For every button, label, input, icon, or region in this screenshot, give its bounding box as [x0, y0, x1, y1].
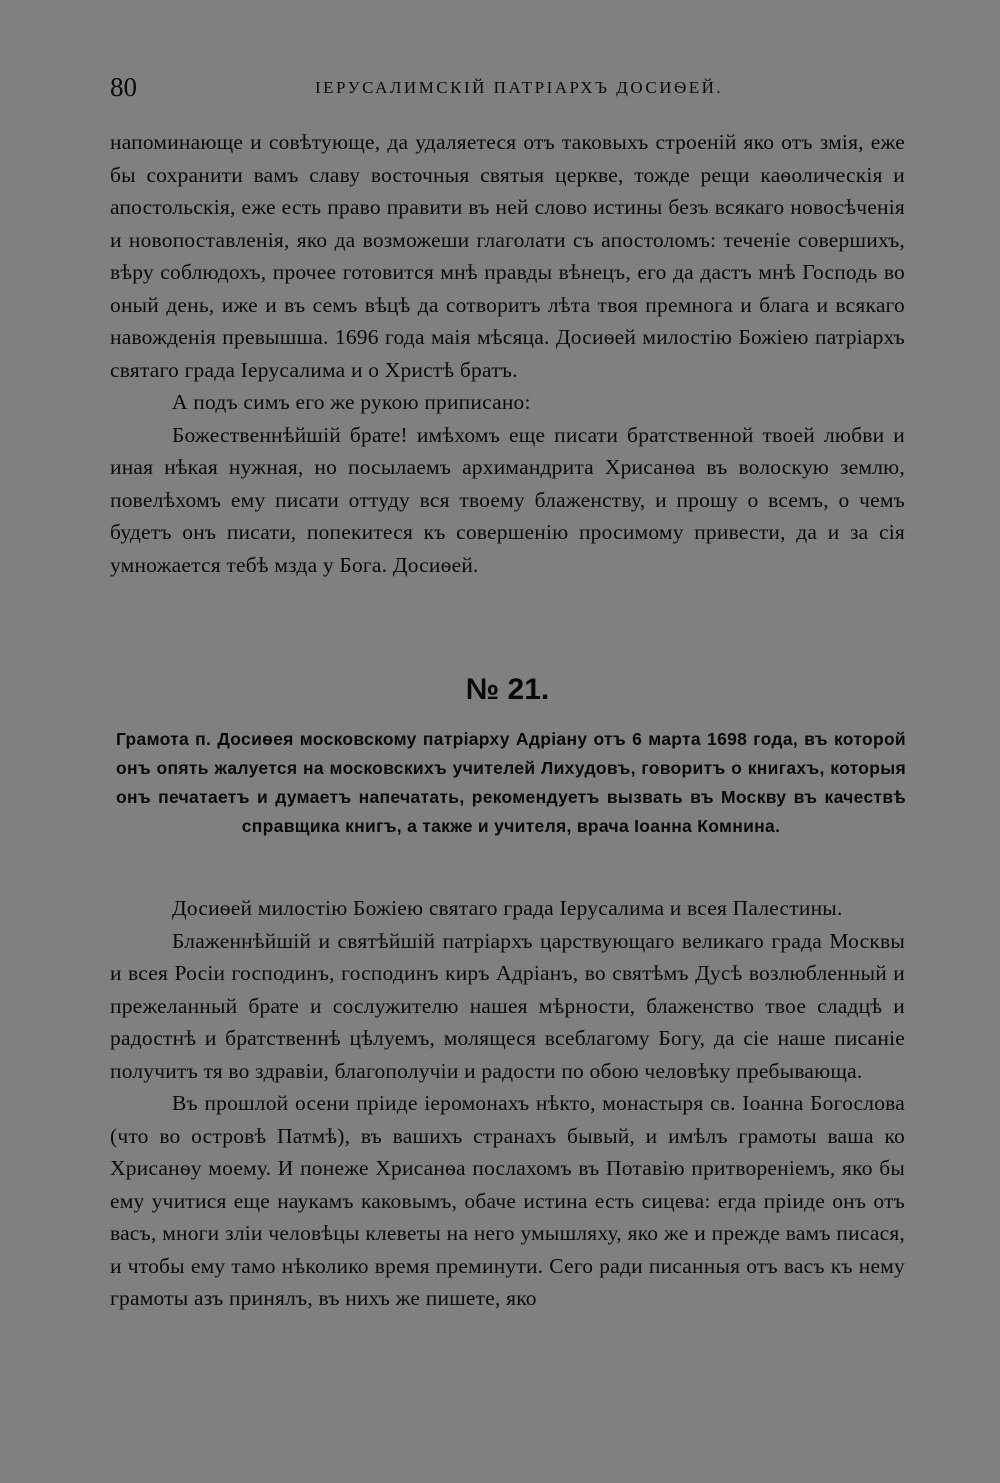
letter-paragraph: Блаженнѣйшій и святѣйшій патріархъ царствующаго великаго града Москвы и всея Росіи господинъ, господинъ киръ Адріанъ, во святѣмъ Дусѣ возлюбленный и прежеланный брате и сослужителю нашея мѣрности, блаженство твое сладцѣ и радостнѣ и братственнѣ цѣлуемъ, молящеся всеблагому Богу, да сіе наше писаніе получитъ тя во здравіи, благополучіи и радости по обою человѣку пребывающа. [110, 928, 905, 1083]
paragraph-postscript: Божественнѣйшій брате! имѣхомъ еще писати братственной твоей любви и иная нѣкая нужная, но посылаемъ архимандрита Хрисанѳа въ волоскую землю, повелѣхомъ ему писати оттуду вся твоему блаженству, и прошу о всемъ, о чемъ будетъ онъ писати, попекитеся къ совершенію просимому привести, да и за сія умножается тебѣ мзда у Бога. Досиѳей. [110, 422, 905, 577]
text-before [110, 126, 905, 581]
letter-salutation: Досиѳей милостію Божіею святаго града Іерусалима и всея Палестины. [172, 896, 843, 920]
paragraph-continuation: напоминающе и совѣтующе, да удаляетеся отъ таковыхъ строеній яко отъ змія, еже бы сохранити вамъ славу восточныя святыя церкве, тожде рещи каѳолическія и апостольскія, еже есть право правити въ ней слово истины безъ всякаго новосѣченія и новопоставленія, яко да возможеши глаголати съ апостоломъ: теченіе совершихъ, вѣру соблюдохъ, прочее готовится мнѣ правды вѣнецъ, его да дастъ мнѣ Господь во оный день, иже и въ семъ вѣцѣ да сотворитъ лѣта твоя премнога и блага и всякаго навожденія превышша. 1696 года маія мѣсяца. Досиѳей милостію Божіею патріархъ святаго града Іерусалима и о Христѣ братъ. [110, 130, 905, 382]
page-header [110, 70, 910, 104]
paragraph-postscript-intro: А подъ симъ его же рукою приписано: [172, 390, 531, 414]
page-number: 80 [110, 72, 137, 102]
document-number: № 21. [465, 673, 550, 706]
running-title: ІЕРУСАЛИМСКІЙ ПАТРІАРХЪ ДОСИѲЕЙ. [315, 78, 724, 97]
document-summary: Грамота п. Досиѳея московскому патріарху Адріану отъ 6 марта 1698 года, въ которой онъ опять жалуется на московскихъ учителей Лихудовъ, говоритъ о книгахъ, которыя онъ печатаетъ и думаетъ напечатать, рекомендуетъ вызвать въ Москву въ качествѣ справщика книгъ, а также и учителя, врача Іоанна Комнина. [116, 729, 906, 836]
letter-paragraph: Въ прошлой осени пріиде іеромонахъ нѣкто, монастыря св. Іоанна Богослова (что во островѣ Патмѣ), въ вашихъ странахъ бывый, и имѣлъ грамоты ваша ко Хрисанѳу моему. И понеже Хрисанѳа послахомъ въ Потавію притвореніемъ, яко бы ему учитися еще наукамъ каковымъ, обаче истина есть сицева: егда пріиде онъ отъ васъ, многи зліи человѣцы клеветы на него умышляху, яко же и прежде вамъ писася, и чтобы ему тамо нѣколико время преминути. Сего ради писанныя отъ васъ къ нему грамоты азъ принялъ, въ нихъ же пишете, яко [110, 1091, 905, 1310]
letter-text [110, 892, 905, 1315]
